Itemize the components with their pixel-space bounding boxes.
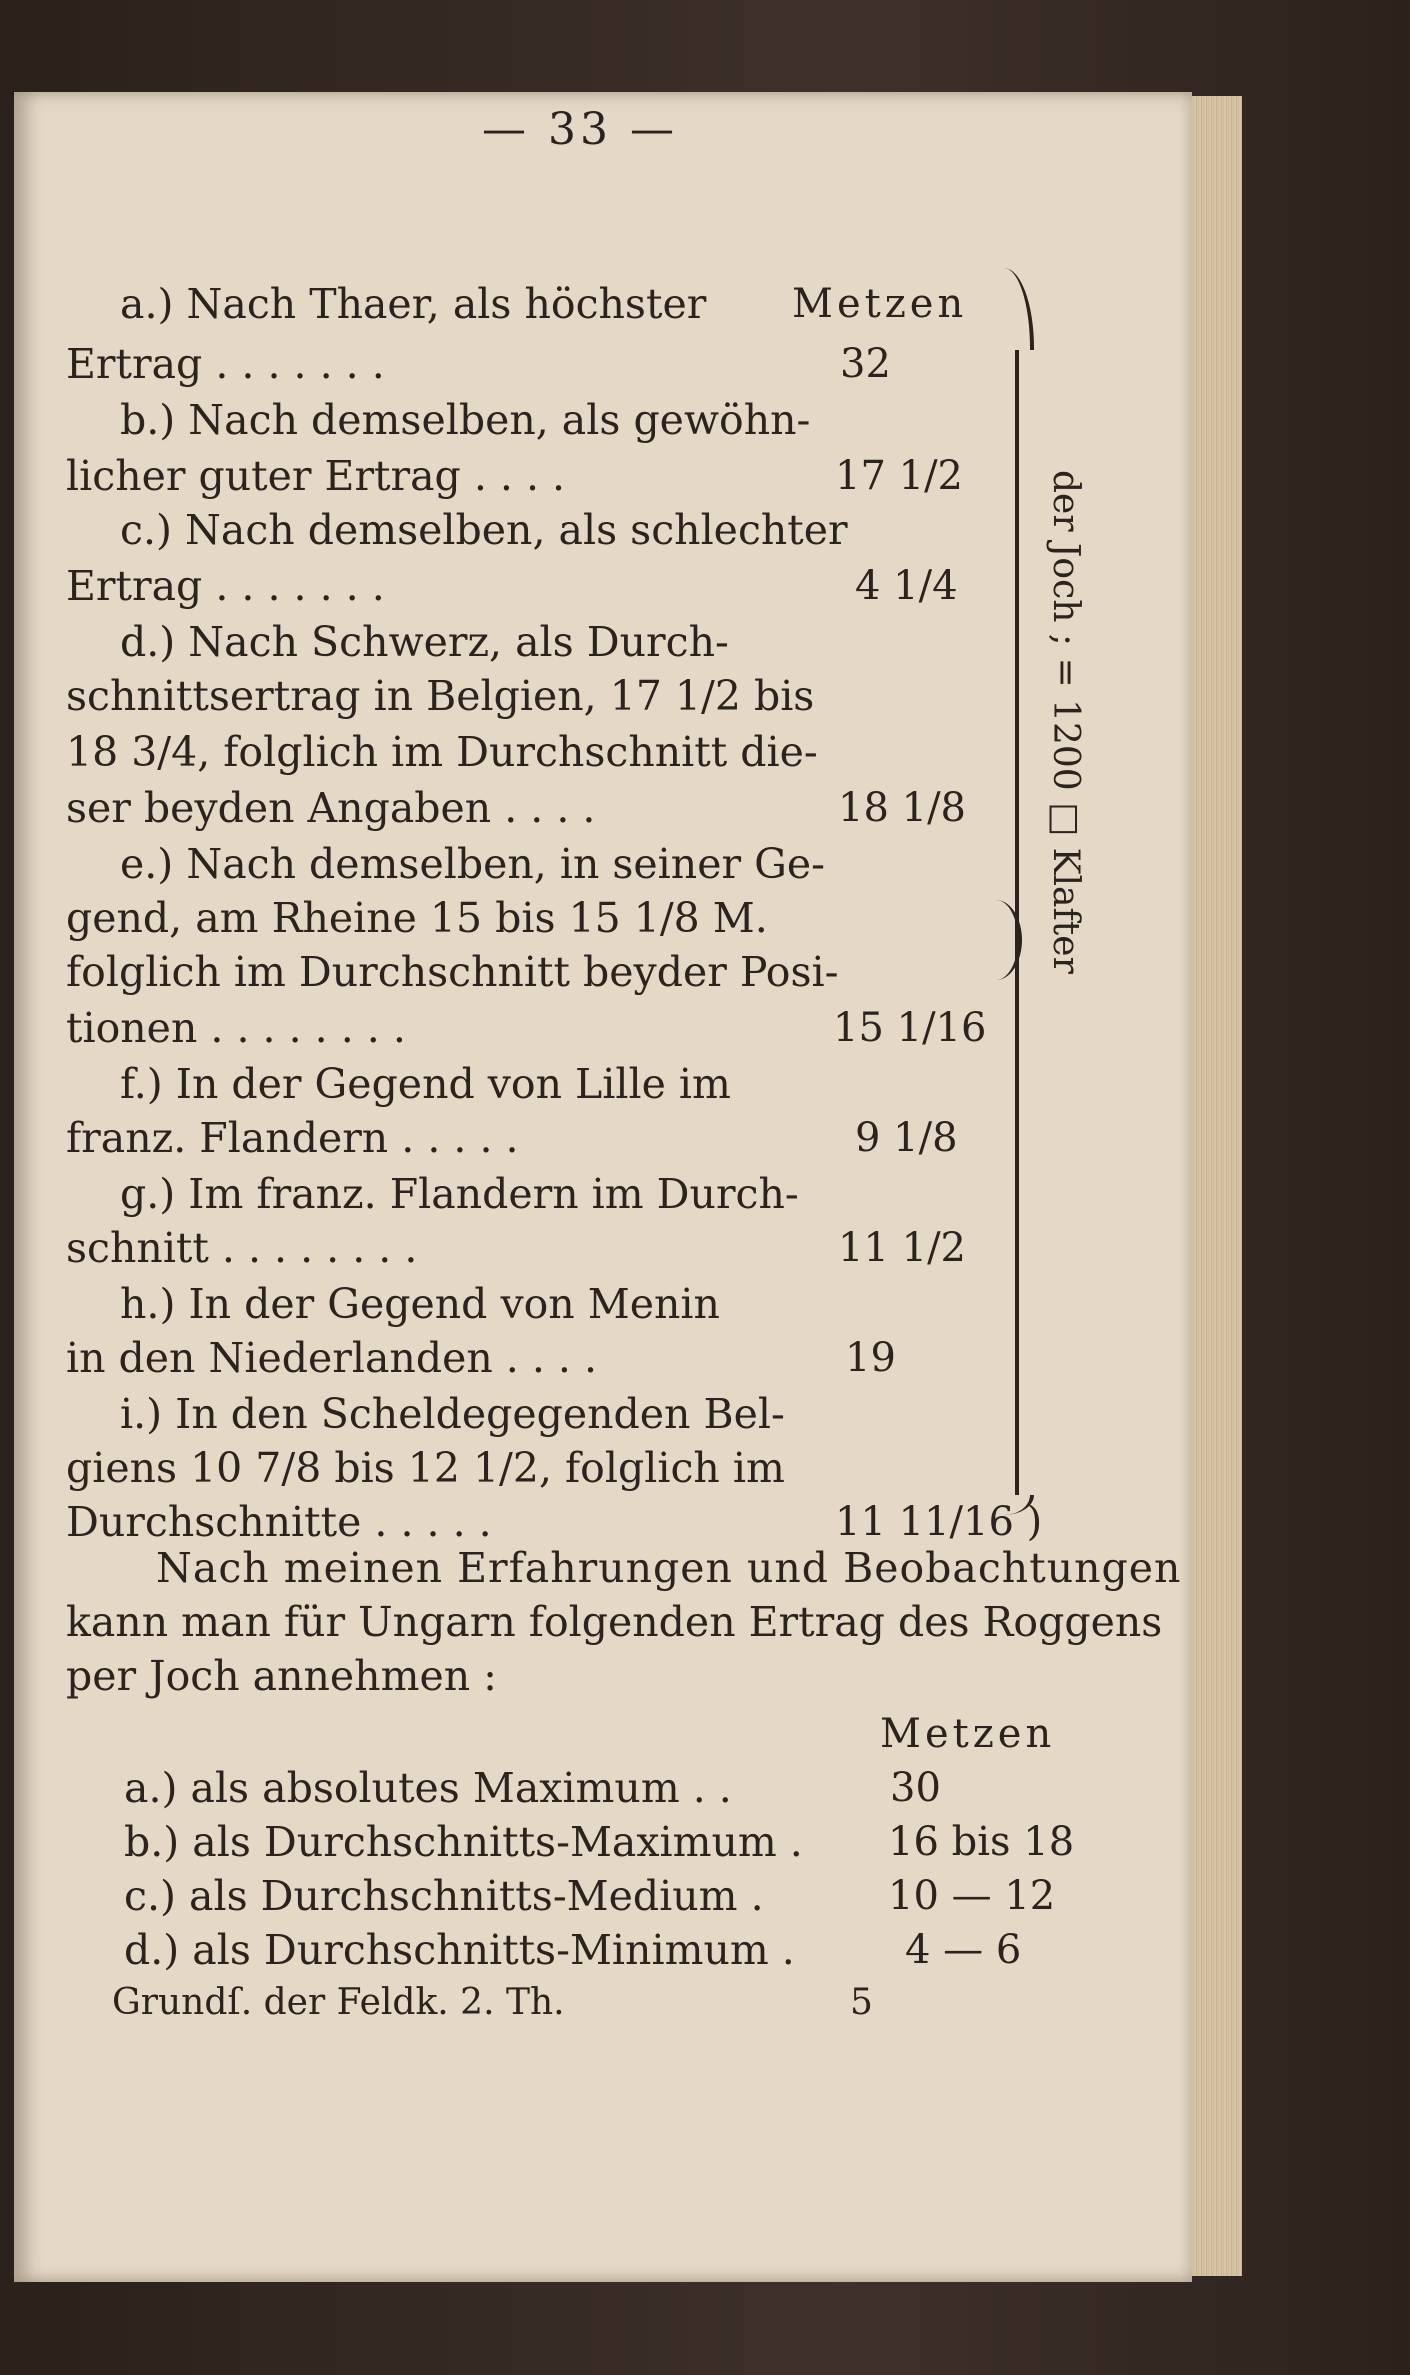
entry-d-line2: schnittsertrag in Belgien, 17 1/2 bis bbox=[66, 672, 815, 720]
table-row-label: a.) als absolutes Maximum . . bbox=[124, 1764, 732, 1812]
table-row-value: 4 — 6 bbox=[905, 1927, 1022, 1973]
side-note bbox=[1045, 470, 1085, 974]
page-number-header: — 33 — bbox=[482, 104, 678, 155]
entry-d-line4: ser beyden Angaben . . . . bbox=[66, 784, 596, 832]
table-row-label: c.) als Durchschnitts-Medium . bbox=[124, 1872, 764, 1920]
entry-h-line2: in den Niederlanden . . . . bbox=[66, 1334, 597, 1382]
table-row-value: 10 — 12 bbox=[888, 1873, 1056, 1919]
entry-g-line1: g.) Im franz. Flandern im Durch- bbox=[120, 1170, 799, 1218]
entry-e-value: 15 1/16 bbox=[833, 1005, 987, 1051]
entry-h-line1: h.) In der Gegend von Menin bbox=[120, 1280, 720, 1328]
entry-e-line3: folglich im Durchschnitt beyder Posi- bbox=[66, 948, 839, 996]
entry-d-line3: 18 3/4, folglich im Durchschnitt die- bbox=[66, 728, 818, 776]
side-note-text: der Joch ; = 1200 □ Klafter bbox=[1045, 470, 1086, 974]
table-row-value: 30 bbox=[890, 1765, 941, 1811]
entry-b-value: 17 1/2 bbox=[835, 453, 963, 499]
sheet-mark: 5 bbox=[850, 1982, 873, 2023]
entry-i-value: 11 11/16 ) bbox=[835, 1499, 1043, 1545]
page-edges bbox=[1192, 96, 1242, 2276]
unit-header-metzen: Metzen bbox=[792, 281, 968, 327]
table-row-label: b.) als Durchschnitts-Maximum . bbox=[124, 1818, 803, 1866]
entry-h-value: 19 bbox=[845, 1335, 896, 1381]
entry-i-line3: Durchschnitte . . . . . bbox=[66, 1498, 492, 1546]
entry-c-line2: Ertrag . . . . . . . bbox=[66, 562, 385, 610]
entry-a-line1: a.) Nach Thaer, als höchster bbox=[120, 280, 707, 328]
entry-i-line1: i.) In den Scheldegegenden Bel- bbox=[120, 1390, 785, 1438]
paragraph-line2: kann man für Ungarn folgenden Ertrag des Roggens bbox=[66, 1598, 1163, 1646]
entry-a-line2: Ertrag . . . . . . . bbox=[66, 340, 385, 388]
entry-c-line1: c.) Nach demselben, als schlechter bbox=[120, 506, 848, 554]
entry-e-line1: e.) Nach demselben, in seiner Ge- bbox=[120, 840, 825, 888]
table-row-value: 16 bis 18 bbox=[888, 1819, 1075, 1865]
entry-b-line1: b.) Nach demselben, als gewöhn- bbox=[120, 396, 811, 444]
entry-f-line1: f.) In der Gegend von Lille im bbox=[120, 1060, 731, 1108]
entry-g-line2: schnitt . . . . . . . . bbox=[66, 1224, 418, 1272]
entry-f-line2: franz. Flandern . . . . . bbox=[66, 1114, 519, 1162]
paragraph-line3: per Joch annehmen : bbox=[66, 1652, 497, 1700]
entry-g-value: 11 1/2 bbox=[838, 1225, 966, 1271]
table-row-label: d.) als Durchschnitts-Minimum . bbox=[124, 1926, 795, 1974]
entry-f-value: 9 1/8 bbox=[855, 1115, 958, 1161]
entry-e-line2: gend, am Rheine 15 bis 15 1/8 M. bbox=[66, 894, 768, 942]
paragraph-line1: Nach meinen Erfahrungen und Beobachtungen bbox=[156, 1544, 1182, 1592]
entry-a-value: 32 bbox=[840, 341, 891, 387]
table-unit-header: Metzen bbox=[880, 1711, 1056, 1757]
entry-b-line2: licher guter Ertrag . . . . bbox=[66, 452, 566, 500]
entry-c-value: 4 1/4 bbox=[855, 563, 958, 609]
entry-d-value: 18 1/8 bbox=[838, 785, 966, 831]
entry-d-line1: d.) Nach Schwerz, als Durch- bbox=[120, 618, 729, 666]
entry-i-line2: giens 10 7/8 bis 12 1/2, folglich im bbox=[66, 1444, 785, 1492]
signature-line: Grundſ. der Feldk. 2. Th. bbox=[112, 1982, 565, 2023]
entry-e-line4: tionen . . . . . . . . bbox=[66, 1004, 406, 1052]
